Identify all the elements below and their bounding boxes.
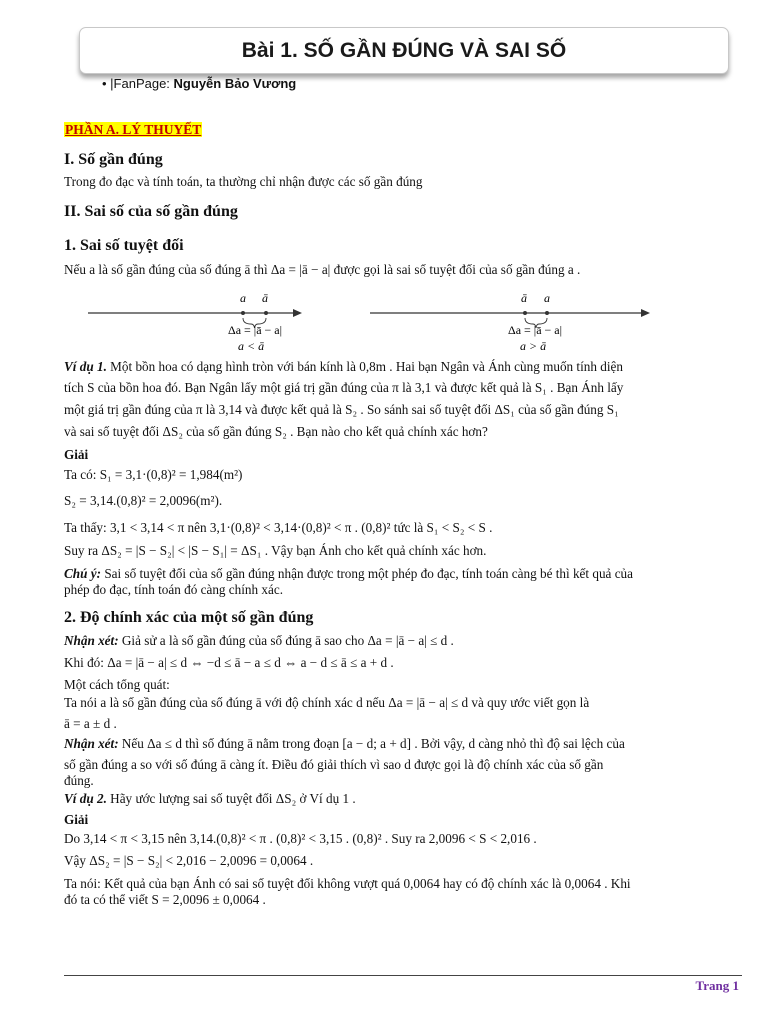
text-line-nx2b: số gần đúng a so với số đúng ā càng ít. Điều đó giải thích vì sao d được gọi là độ chính xác của số gần	[64, 757, 604, 772]
text-line-s2: S₂ = 3,14.(0,8)² = 2,0096(m²).	[64, 493, 223, 508]
left-arrow-head	[293, 309, 302, 317]
text-line-h1	[64, 152, 163, 168]
right-delta: Δa = |ā − a|	[508, 323, 563, 337]
text-line-d1: Do 3,14 < π < 3,15 nên 3,14.(0,8)² < π . (0,8)² < 3,15 . (0,8)² . Suy ra 2,0096 < S < 2,016 .	[64, 831, 537, 846]
text-line-s4: Suy ra ΔS₂ = |S − S₂| < |S − S₁| = ΔS₁ . Vậy bạn Ánh cho kết quả chính xác hơn.	[64, 543, 487, 558]
text-line-giai2	[64, 812, 88, 828]
right-relation: a > ā	[520, 339, 547, 353]
text-line-nx1	[64, 633, 454, 649]
giai2-text: Giải	[64, 812, 89, 827]
text-line-p1: Trong đo đạc và tính toán, ta thường chỉ nhận được các số gần đúng	[64, 174, 423, 189]
fanpage-name: Nguyễn Bảo Vương	[173, 76, 297, 91]
text-line-tq: Một cách tổng quát:	[64, 677, 170, 692]
fanpage-line: • |FanPage: Nguyễn Bảo Vương	[102, 76, 297, 91]
text-line-h3	[64, 238, 184, 254]
giai1-text: Giải	[64, 447, 89, 462]
h2-text: II. Sai số của số gần đúng	[64, 203, 238, 220]
absolute-error-diagram	[88, 288, 658, 358]
h3-text: 1. Sai số tuyệt đối	[64, 237, 184, 254]
text-line-note2: phép đo đạc, tính toán đó càng chính xác.	[64, 582, 283, 597]
page-title: Bài 1. SỐ GẦN ĐÚNG VÀ SAI SỐ	[241, 38, 567, 62]
text-line-giai1	[64, 447, 88, 463]
part-a-text: PHẦN A. LÝ THUYẾT	[65, 122, 202, 137]
text-line-nx2a	[64, 736, 625, 752]
text-line-tn2: ā = a ± d .	[64, 716, 117, 731]
text-line-ex1d: và sai số tuyệt đối ΔS₂ của số gần đúng S₂ . Bạn nào cho kết quả chính xác hơn?	[64, 424, 488, 439]
lead-label: Chú ý:	[64, 566, 102, 581]
right-point-abar	[523, 311, 527, 315]
text-line-h2	[64, 204, 238, 220]
text-line-ex1a	[64, 359, 623, 375]
left-point-a	[241, 311, 245, 315]
lead-label: Nhận xét:	[64, 633, 119, 648]
text-line-tn1: Ta nói a là số gần đúng của số đúng ā với độ chính xác d nếu Δa = |ā − a| ≤ d và quy ước viết gọn là	[64, 695, 590, 710]
page-number: Trang 1	[695, 978, 739, 993]
text-line-kl1: Ta nói: Kết quả của bạn Ánh có sai số tuyệt đối không vượt quá 0,0064 hay có độ chính xác là 0,0064 . Khi	[64, 876, 631, 891]
footer-rule	[64, 975, 742, 976]
left-delta: Δa = |ā − a|	[228, 323, 283, 337]
line-body: Một bồn hoa có dạng hình tròn với bán kính là 0,8m . Hai bạn Ngân và Ánh cùng muốn tính diện	[106, 359, 623, 374]
h1-text: I. Số gần đúng	[64, 151, 163, 168]
left-relation: a < ā	[238, 339, 265, 353]
line-body: Hãy ước lượng sai số tuyệt đối ΔS₂ ở Ví dụ 1 .	[106, 791, 356, 806]
text-line-s3: Ta thấy: 3,1 < 3,14 < π nên 3,1·(0,8)² < 3,14·(0,8)² < π . (0,8)² tức là S₁ < S₂ < S .	[64, 520, 493, 535]
text-line-nx2c: đúng.	[64, 773, 94, 788]
text-line-p2: Nếu a là số gần đúng của số đúng ā thì Δa = |ā − a| được gọi là sai số tuyệt đối của số gần đúng a .	[64, 262, 581, 277]
page-title-box	[79, 27, 729, 74]
h4-text: 2. Độ chính xác của một số gần đúng	[64, 609, 314, 626]
right-label-a: a	[544, 291, 550, 305]
left-point-abar	[264, 311, 268, 315]
left-label-a: a	[240, 291, 246, 305]
left-label-abar: ā	[262, 291, 268, 305]
right-label-abar: ā	[521, 291, 527, 305]
right-point-a	[545, 311, 549, 315]
lead-label: Ví dụ 2.	[64, 791, 107, 806]
text-line-kd: Khi đó: Δa = |ā − a| ≤ d ⇔ −d ≤ ā − a ≤ d ⇔ a − d ≤ ā ≤ a + d .	[64, 655, 394, 670]
right-arrow-head	[641, 309, 650, 317]
lead-label: Ví dụ 1.	[64, 359, 107, 374]
fanpage-label: FanPage:	[113, 76, 170, 91]
text-line-s1: Ta có: S₁ = 3,1·(0,8)² = 1,984(m²)	[64, 467, 243, 482]
text-line-ex1c: một giá trị gần đúng của π là 3,14 và được kết quả là S₂ . So sánh sai số tuyệt đối ΔS₁ của số gần đúng S₁	[64, 402, 619, 417]
text-line-note1	[64, 566, 633, 582]
line-body: Sai số tuyệt đối của số gần đúng nhận được trong một phép đo đạc, tính toán càng bé thì kết quả của	[101, 566, 633, 581]
line-body: Nếu Δa ≤ d thì số đúng ā nằm trong đoạn [a − d; a + d] . Bởi vậy, d càng nhỏ thì độ sai lệch của	[118, 736, 625, 751]
text-line-h4	[64, 610, 313, 626]
text-line-part-a	[64, 122, 202, 138]
text-line-kl2: đó ta có thể viết S = 2,0096 ± 0,0064 .	[64, 892, 266, 907]
text-line-ex1b: tích S của bồn hoa đó. Bạn Ngân lấy một giá trị gần đúng của π là 3,1 và được kết quả là S₁ . Bạn Ánh lấy	[64, 380, 624, 395]
line-body: Giả sử a là số gần đúng của số đúng ā sao cho Δa = |ā − a| ≤ d .	[118, 633, 454, 648]
text-line-d2: Vậy ΔS₂ = |S − S₂| < 2,016 − 2,0096 = 0,0064 .	[64, 853, 314, 868]
text-line-ex2	[64, 791, 356, 807]
lead-label: Nhận xét:	[64, 736, 119, 751]
